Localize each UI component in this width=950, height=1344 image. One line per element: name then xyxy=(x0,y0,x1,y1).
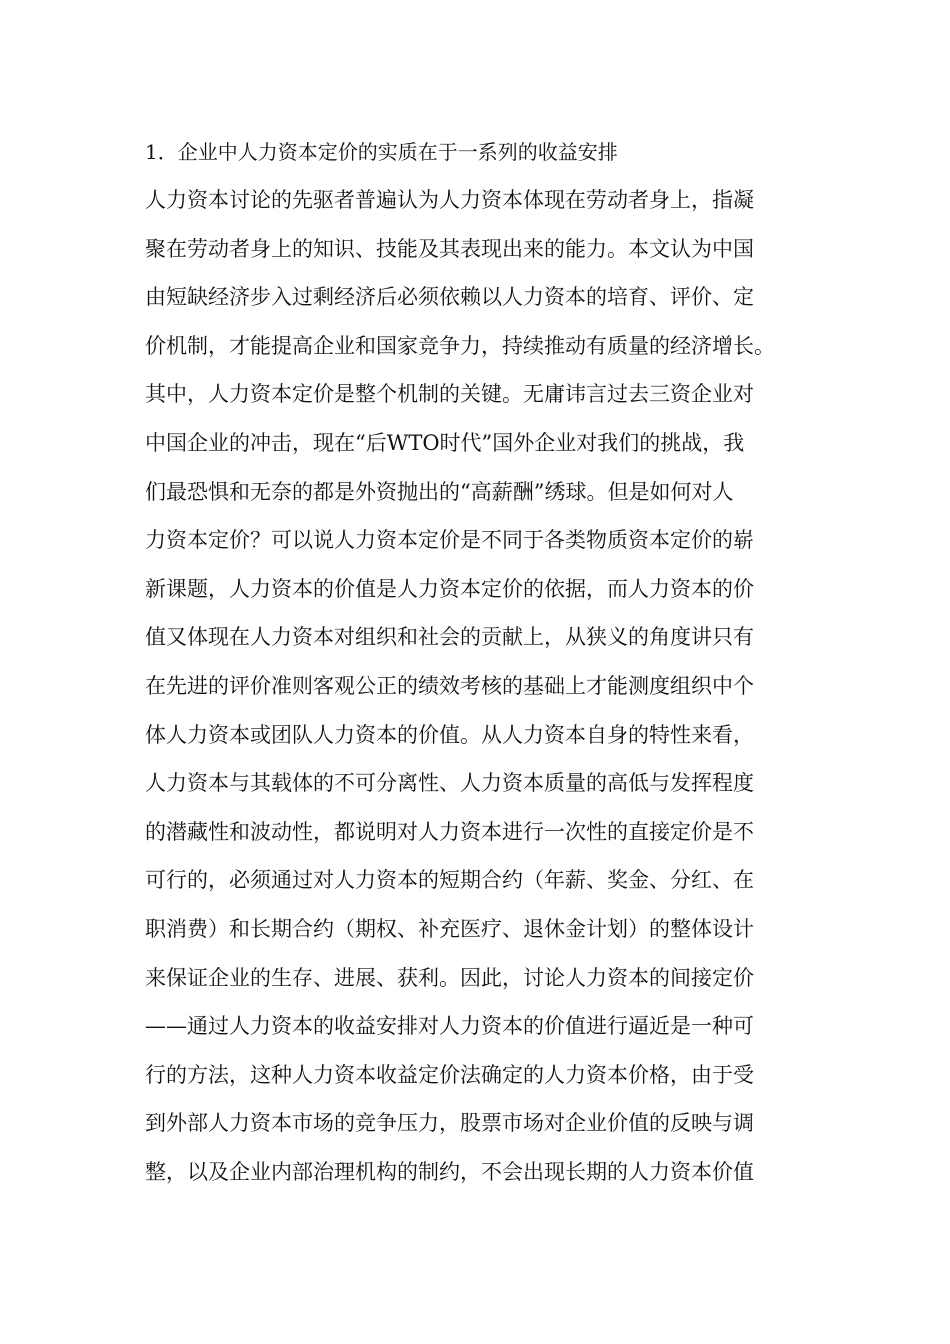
paragraph-line: ——通过人力资本的收益安排对人力资本的价值进行逼近是一种可 xyxy=(145,1014,754,1039)
paragraph-line: 整，以及企业内部治理机构的制约，不会出现长期的人力资本价值 xyxy=(145,1159,754,1184)
paragraph-line: 人力资本讨论的先驱者普遍认为人力资本体现在劳动者身上，指凝 xyxy=(145,188,754,212)
paragraph-line: 由短缺经济步入过剩经济后必须依赖以人力资本的培育、评价、定 xyxy=(145,285,754,310)
paragraph-line: 们最恐惧和无奈的都是外资抛出的“高薪酬”绣球。但是如何对人 xyxy=(145,479,734,504)
paragraph-line: 职消费）和长期合约（期权、补充医疗、退休金计划）的整体设计 xyxy=(145,916,754,941)
paragraph-line: 来保证企业的生存、进展、获利。因此，讨论人力资本的间接定价 xyxy=(145,965,754,990)
paragraph-line: 人力资本与其载体的不可分离性、人力资本质量的高低与发挥程度 xyxy=(145,771,754,796)
paragraph-line: 体人力资本或团队人力资本的价值。从人力资本自身的特性来看， xyxy=(145,722,754,747)
paragraph-line: 力资本定价？可以说人力资本定价是不同于各类物质资本定价的崭 xyxy=(145,528,754,553)
document-body xyxy=(145,128,810,1196)
paragraph-line: 新课题，人力资本的价值是人力资本定价的依据，而人力资本的价 xyxy=(145,576,754,601)
paragraph-line: 中国企业的冲击，现在“后WTO时代”国外企业对我们的挑战，我 xyxy=(145,430,745,455)
paragraph-line: 到外部人力资本市场的竞争压力，股票市场对企业价值的反映与调 xyxy=(145,1111,754,1136)
section-heading: 1．企业中人力资本定价的实质在于一系列的收益安排 xyxy=(145,140,618,164)
paragraph-line: 价机制，才能提高企业和国家竞争力，持续推动有质量的经济增长。 xyxy=(145,333,775,358)
paragraph-line: 值又体现在人力资本对组织和社会的贡献上，从狭义的角度讲只有 xyxy=(145,625,754,650)
paragraph-line: 的潜藏性和波动性，都说明对人力资本进行一次性的直接定价是不 xyxy=(145,819,754,844)
paragraph-line: 在先进的评价准则客观公正的绩效考核的基础上才能测度组织中个 xyxy=(145,673,754,698)
paragraph-line: 行的方法，这种人力资本收益定价法确定的人力资本价格，由于受 xyxy=(145,1062,754,1087)
paragraph-line: 聚在劳动者身上的知识、技能及其表现出来的能力。本文认为中国 xyxy=(145,236,754,261)
paragraph-line: 其中，人力资本定价是整个机制的关键。无庸讳言过去三资企业对 xyxy=(145,382,754,407)
paragraph-line: 可行的，必须通过对人力资本的短期合约（年薪、奖金、分红、在 xyxy=(145,868,754,893)
